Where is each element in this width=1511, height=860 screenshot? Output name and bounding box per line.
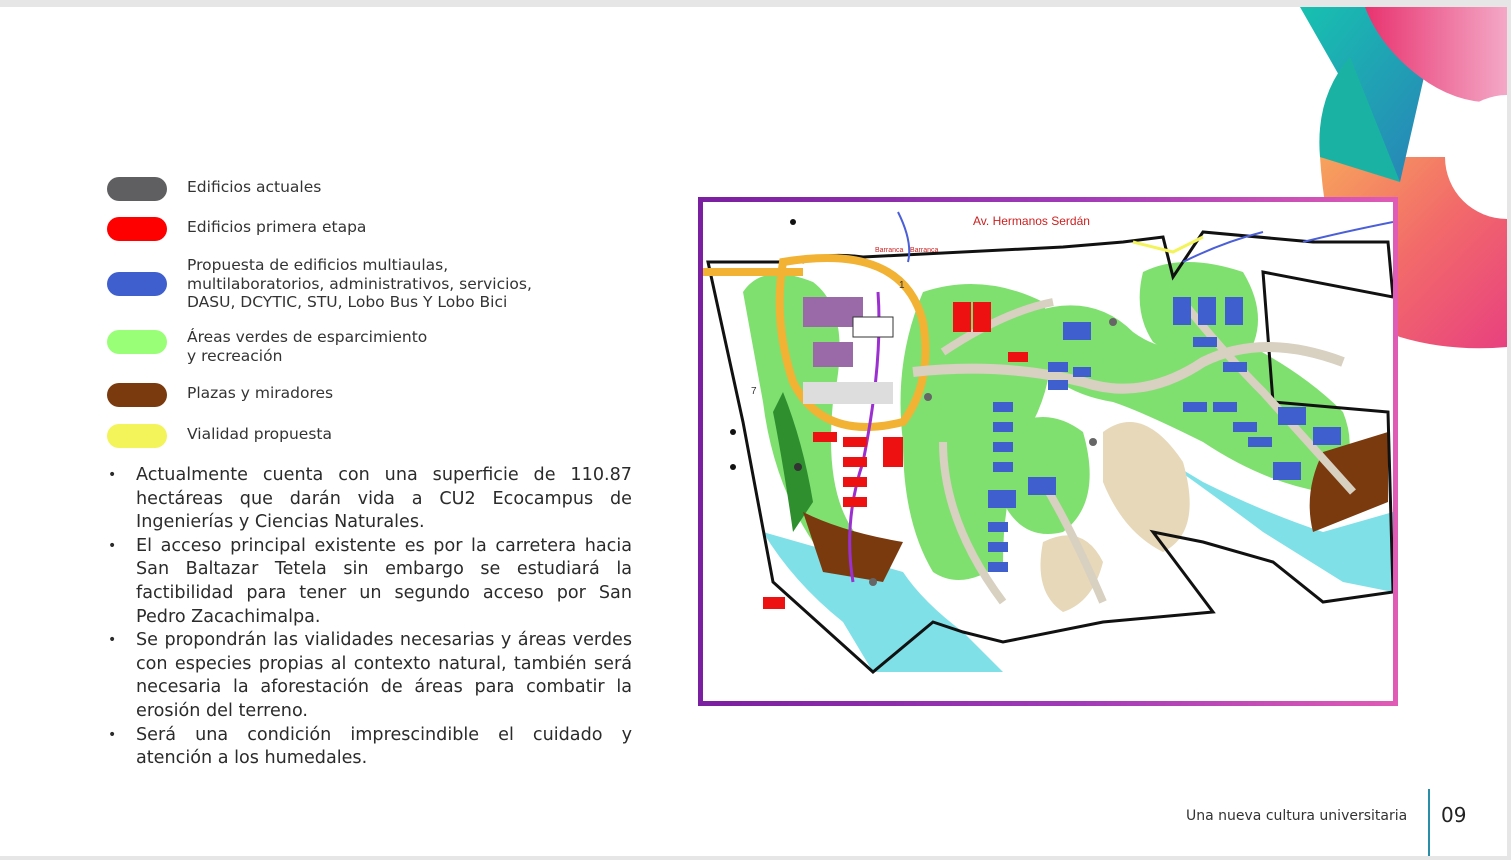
legend-label: Plazas y miradores <box>187 384 334 402</box>
legend-item-edificios-actuales <box>107 177 627 217</box>
bullet-item: • Actualmente cuenta con una superficie de 110.87 hectáreas que darán vida a CU2 Ecocampus de Ingenierías y Ciencias Naturales. <box>104 464 632 535</box>
description-bullets <box>104 464 632 771</box>
legend-item-edificios-primera-etapa <box>107 217 627 257</box>
legend-item-plazas-miradores <box>107 383 627 423</box>
campus-map-drawing <box>703 202 1393 701</box>
map-label: Barranca <box>875 247 904 254</box>
legend-item-areas-verdes <box>107 330 627 375</box>
bullet-item: • Será una condición imprescindible el cuidado y atención a los humedales. <box>104 724 632 771</box>
legend-swatch <box>107 424 167 448</box>
legend-swatch <box>107 217 167 241</box>
footer-tagline: Una nueva cultura universitaria <box>1186 808 1408 824</box>
footer-divider <box>1428 789 1430 856</box>
page-number: 09 <box>1441 803 1467 827</box>
legend-item-vialidad-propuesta <box>107 424 627 464</box>
legend-item-propuesta-edificios <box>107 256 627 324</box>
campus-map-frame <box>698 197 1398 706</box>
legend-label: Edificios actuales <box>187 178 322 196</box>
legend-swatch <box>107 272 167 296</box>
legend-label: Edificios primera etapa <box>187 218 367 236</box>
map-label: 1 <box>899 280 905 291</box>
campus-map <box>703 202 1393 701</box>
slide <box>0 7 1507 856</box>
legend-label: Vialidad propuesta <box>187 425 332 443</box>
map-label: 7 <box>751 386 757 397</box>
legend-swatch <box>107 177 167 201</box>
legend-swatch <box>107 383 167 407</box>
legend-swatch <box>107 330 167 354</box>
map-title: Av. Hermanos Serdán <box>973 214 1090 228</box>
legend-label: Áreas verdes de esparcimiento y recreación <box>187 328 428 365</box>
map-label: Barranca <box>910 247 939 254</box>
legend-label: Propuesta de edificios multiaulas, multilaboratorios, administrativos, servicios, DASU, DCYTIC, STU, Lobo Bus Y Lobo Bici <box>187 256 532 311</box>
bullet-item: • Se propondrán las vialidades necesarias y áreas verdes con especies propias al contexto natural, también será necesaria la aforestación de áreas para combatir la erosión del terreno. <box>104 629 632 723</box>
bullet-item: • El acceso principal existente es por la carretera hacia San Baltazar Tetela sin embargo se estudiará la factibilidad para tener un segundo acceso por San Pedro Zacachimalpa. <box>104 535 632 629</box>
